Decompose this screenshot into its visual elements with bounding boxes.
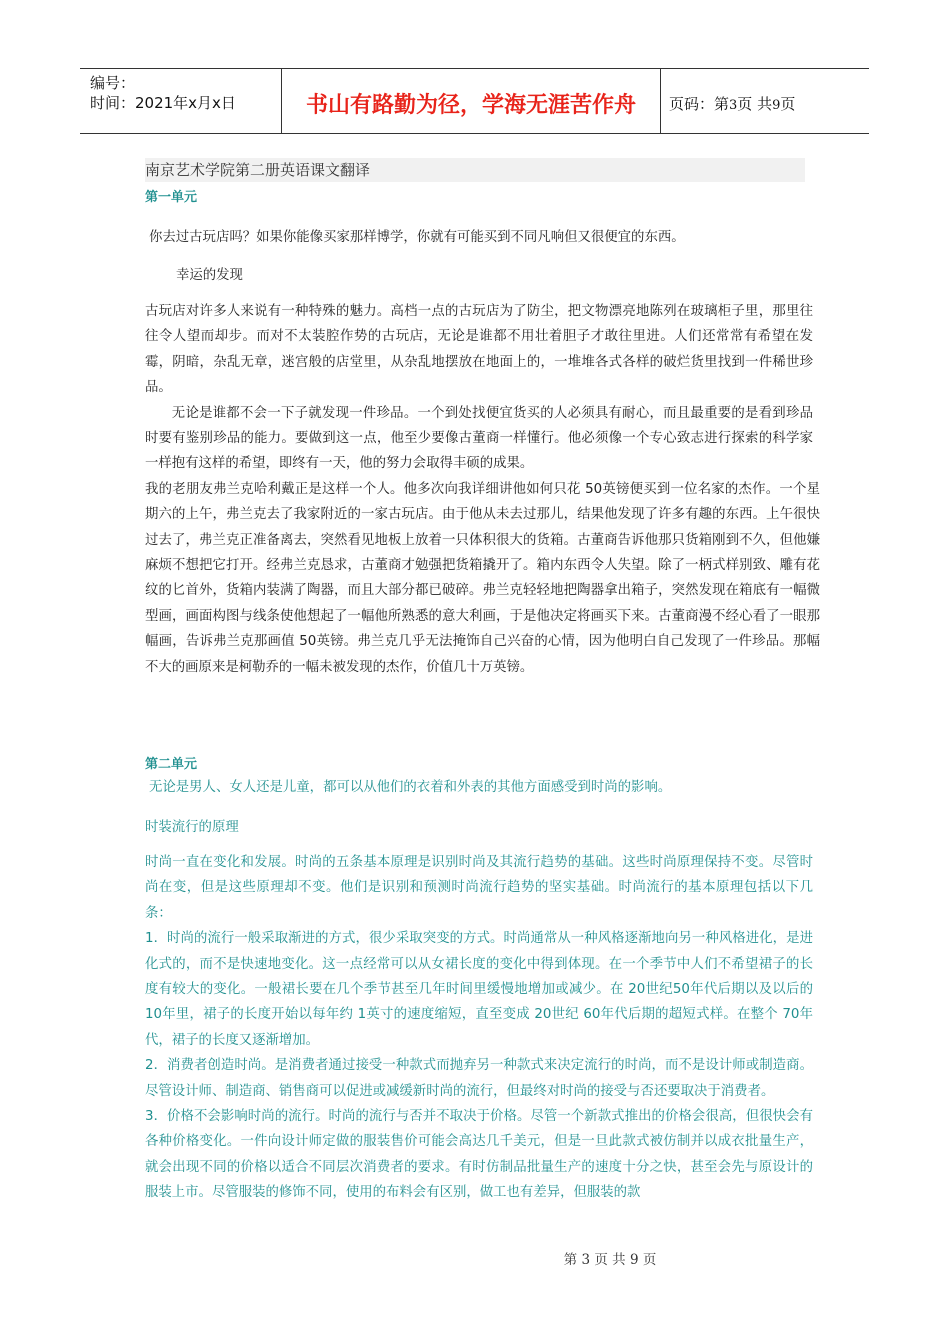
header-page-end: 页: [780, 95, 796, 113]
unit2-intro: 无论是男人、女人还是儿童，都可以从他们的衣着和外表的其他方面感受到时尚的影响。: [149, 780, 672, 795]
unit1-subtitle: 幸运的发现: [176, 268, 243, 283]
unit2-paragraph-2: 1．时尚的流行一般采取渐进的方式，很少采取突变的方式。时尚通常从一种风格逐渐地向另一种风格进化，是进化式的，而不是快速地变化。这一点经常可以从女裙长度的变化中得到体现。在一个季节中人们不希望裙子的长度有较大的变化。一般裙长要在几个季节甚至几年时间里缓慢地增加或减少。在 20世纪50年代后期以及以后的 10年里，裙子的长度开始以每年约 1英寸的速度缩短，直至变成 20世纪 60年代后期的超短式样。在整个 70年代，裙子的长度又逐渐增加。: [145, 931, 813, 1048]
unit2-body: [145, 850, 813, 1206]
unit1-paragraph-2: 无论是谁都不会一下子就发现一件珍品。一个到处找便宜货买的人必须具有耐心，而且最重要的是看到珍品时要有鉴别珍品的能力。要做到这一点，他至少要像古董商一样懂行。他必须像一个专心致志进行探索的科学家一样抱有这样的希望，即终有一天，他的努力会取得丰硕的成果。: [145, 405, 813, 472]
header-page-current: 3: [729, 98, 738, 113]
footer-page-current: 3: [581, 1252, 591, 1268]
header-number-label: 编号：: [90, 74, 136, 92]
header-meta: [80, 69, 282, 133]
document-title: 南京艺术学院第二册英语课文翻译: [145, 158, 805, 182]
page-header: [80, 68, 869, 134]
unit1-paragraph-1: 古玩店对许多人来说有一种特殊的魅力。高档一点的古玩店为了防尘，把文物漂亮地陈列在玻璃柜子里，那里往往令人望而却步。而对不太装腔作势的古玩店，无论是谁都不用壮着胆子才敢往里进。人们还常常有希望在发霉，阴暗，杂乱无章，迷宫般的店堂里，从杂乱地摆放在地面上的，一堆堆各式各样的破烂货里找到一件稀世珍品。: [145, 304, 813, 396]
unit2-paragraph-1: 时尚一直在变化和发展。时尚的五条基本原理是识别时尚及其流行趋势的基础。这些时尚原理保持不变。尽管时尚在变，但是这些原理却不变。他们是识别和预测时尚流行趋势的坚实基础。时尚流行的基本原理包括以下几条：: [145, 855, 813, 921]
unit1-heading: 第一单元: [145, 190, 198, 205]
footer-prefix: 第: [563, 1252, 578, 1268]
header-page-label: 页码：第: [669, 95, 730, 113]
footer-suffix: 页: [642, 1252, 657, 1268]
unit1-paragraph-3: 我的老朋友弗兰克哈利戴正是这样一个人。他多次向我详细讲他如何只花 50英镑便买到一位名家的杰作。一个星期六的上午，弗兰克去了我家附近的一家古玩店。由于他从未去过那儿，结果他发现了许多有趣的东西。上午很快过去了，弗兰克正准备离去，突然看见地板上放着一只体积很大的货箱。古董商告诉他那只货箱刚到不久，但他嫌麻烦不想把它打开。经弗兰克恳求，古董商才勉强把货箱撬开了。箱内东西令人失望。除了一柄式样别致、雕有花纹的匕首外，货箱内装满了陶器，而且大部分都已破碎。弗兰克轻轻地把陶器拿出箱子，突然发现在箱底有一幅微型画，画面构图与线条使他想起了一幅他所熟悉的意大利画，于是他决定将画买下来。古董商漫不经心看了一眼那幅画，告诉弗兰克那画值 50英镑。弗兰克几乎无法掩饰自己兴奋的心情，因为他明白自己发现了一件珍品。那幅不大的画原来是柯勒乔的一幅未被发现的杰作，价值几十万英镑。: [145, 481, 820, 675]
unit1-intro: 你去过古玩店吗？如果你能像买家那样博学，你就有可能买到不同凡响但又很便宜的东西。: [149, 230, 685, 245]
unit2-heading: 第二单元: [145, 757, 198, 772]
unit2-paragraph-4: 3．价格不会影响时尚的流行。时尚的流行与否并不取决于价格。尽管一个新款式推出的价格会很高，但很快会有各种价格变化。一件向设计师定做的服装售价可能会高达几千美元，但是一旦此款式被仿制并以成衣批量生产，就会出现不同的价格以适合不同层次消费者的要求。有时仿制品批量生产的速度十分之快，甚至会先与原设计的服装上市。尽管服装的修饰不同，使用的布料会有区别，做工也有差异，但服装的款: [145, 1109, 813, 1201]
header-page-info: [661, 69, 869, 133]
header-page-mid: 页 共: [737, 95, 773, 113]
unit2-paragraph-3: 2．消费者创造时尚。是消费者通过接受一种款式而抛弃另一种款式来决定流行的时尚，而不是设计师或制造商。尽管设计师、制造商、销售商可以促进或减缓新时尚的流行，但最终对时尚的接受与否还要取决于消费者。: [145, 1058, 813, 1099]
page-footer: [0, 1248, 950, 1268]
header-page-total: 9: [772, 98, 781, 113]
unit1-body: [145, 299, 820, 680]
header-motto: 书山有路勤为径，学海无涯苦作舟: [282, 69, 661, 133]
unit2-subtitle: 时装流行的原理: [145, 820, 239, 835]
header-time-label: 时间：2021年x月x日: [90, 94, 236, 112]
footer-mid: 页 共: [594, 1252, 626, 1268]
footer-page-total: 9: [629, 1252, 639, 1268]
